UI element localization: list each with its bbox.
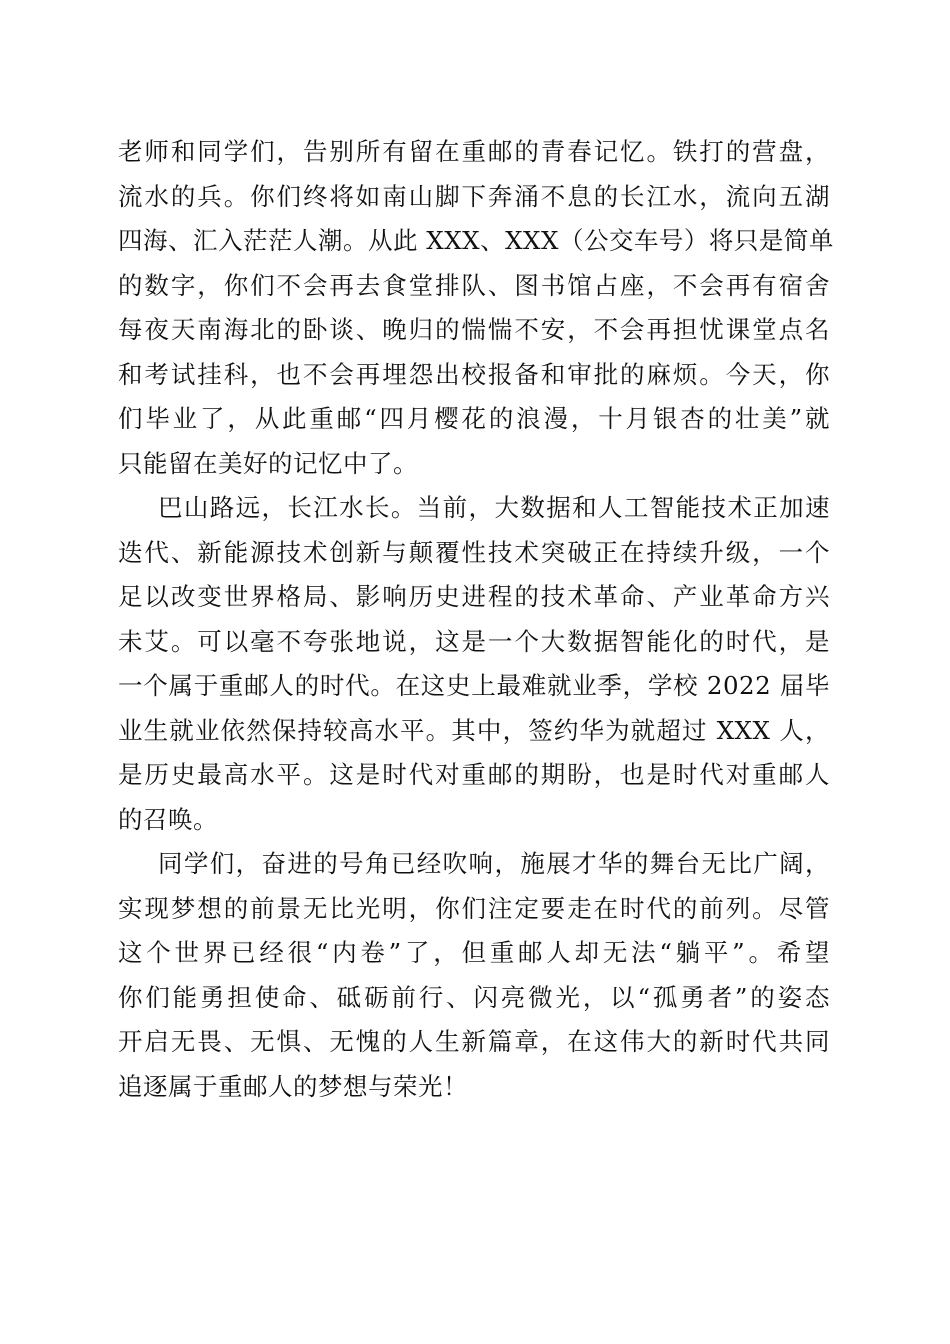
text-line: 你们能勇担使命、砥砺前行、闪亮微光，以“孤勇者”的姿态 (118, 982, 830, 1012)
text-line: 开启无畏、无惧、无愧的人生新篇章，在这伟大的新时代共同 (118, 1027, 830, 1056)
text-line: 实现梦想的前景无比光明，你们注定要走在时代的前列。尽管 (118, 893, 830, 923)
text-line: 这个世界已经很“内卷”了，但重邮人却无法“躺平”。希望 (118, 938, 830, 967)
text-line: 四海、汇入茫茫人潮。从此 XXX、XXX（公交车号）将只是简单 (118, 226, 834, 255)
paragraph-era (118, 486, 830, 842)
text-line: 们毕业了，从此重邮“四月樱花的浪漫，十月银杏的壮美”就 (118, 404, 830, 433)
text-line: 未艾。可以毫不夸张地说，这是一个大数据智能化的时代，是 (118, 626, 830, 656)
text-line: 的数字，你们不会再去食堂排队、图书馆占座，不会再有宿舍 (118, 270, 830, 300)
text-line: 老师和同学们，告别所有留在重邮的青春记忆。铁打的营盘， (118, 137, 830, 166)
text-line: 每夜天南海北的卧谈、晚归的惴惴不安，不会再担忧课堂点名 (118, 315, 830, 344)
text-line: 迭代、新能源技术创新与颠覆性技术突破正在持续升级，一个 (118, 537, 830, 567)
text-line: 一个属于重邮人的时代。在这史上最难就业季，学校 2022 届毕 (118, 671, 830, 700)
text-line: 和考试挂科，也不会再埋怨出校报备和审批的麻烦。今天，你 (118, 359, 830, 389)
document-body (118, 130, 834, 1109)
text-line: 同学们，奋进的号角已经吹响，施展才华的舞台无比广阔， (158, 849, 830, 878)
text-line: 巴山路远，长江水长。当前，大数据和人工智能技术正加速 (158, 493, 830, 522)
text-line: 流水的兵。你们终将如南山脚下奔涌不息的长江水，流向五湖 (118, 181, 830, 211)
text-line: 足以改变世界格局、影响历史进程的技术革命、产业革命方兴 (118, 582, 830, 611)
paragraph-call-to-action (118, 842, 830, 1109)
text-line: 追逐属于重邮人的梦想与荣光！ (118, 1071, 468, 1101)
paragraph-farewell (118, 130, 834, 486)
text-line: 只能留在美好的记忆中了。 (118, 448, 418, 478)
text-line: 的召唤。 (118, 804, 218, 834)
text-line: 业生就业依然保持较高水平。其中，签约华为就超过 XXX 人， (118, 715, 830, 745)
text-line: 是历史最高水平。这是时代对重邮的期盼，也是时代对重邮人 (118, 760, 830, 789)
